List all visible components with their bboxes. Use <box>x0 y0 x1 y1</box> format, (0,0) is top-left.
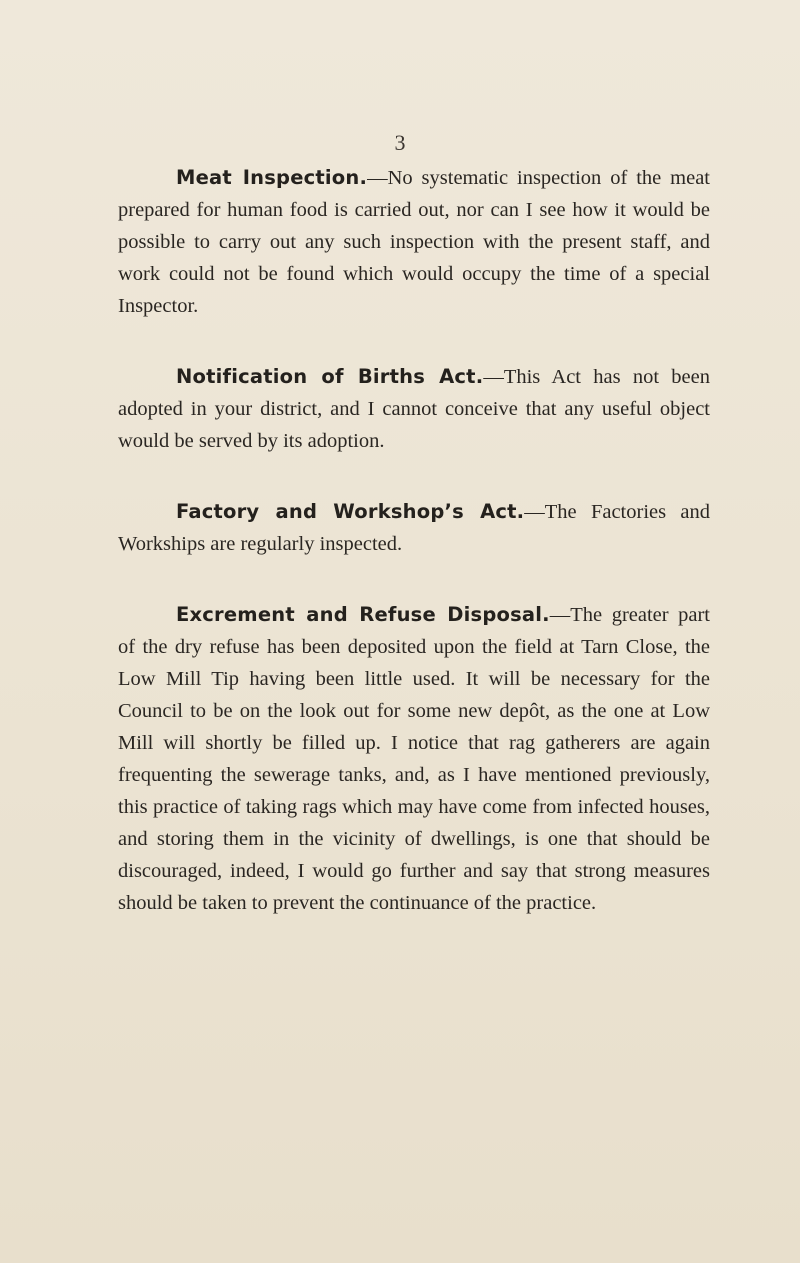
page-number: 3 <box>394 130 406 155</box>
document-body <box>118 162 710 958</box>
section-notification-of-births <box>118 361 710 457</box>
section-body: —This Act has not been adopted in your district, and I cannot conceive that any useful object would be served by its adoption. <box>118 366 710 452</box>
section-excrement-and-refuse <box>118 599 710 919</box>
section-heading: Factory and Workshop’s Act. <box>176 500 525 523</box>
section-body: —The Factories and Workships are regularly inspected. <box>118 501 710 555</box>
section-body: —The greater part of the dry refuse has been deposited upon the field at Tarn Close, the Low Mill Tip having been little used. It will be necessary for the Council to be on the look out for some new depôt, as the one at Low Mill will shortly be filled up. I notice that rag gatherers are again frequenting the sewerage tanks, and, as I have mentioned previously, this practice of taking rags which may have come from infected houses, and storing them in the vicinity of dwellings, is one that should be discouraged, indeed, I would go further and say that strong measures should be taken to prevent the continuance of the practice. <box>118 604 710 914</box>
section-heading: Meat Inspection. <box>176 166 368 189</box>
section-meat-inspection <box>118 162 710 322</box>
section-body: —No systematic inspection of the meat prepared for human food is carried out, nor can I see how it would be possible to carry out any such inspection with the present staff, and work could not be found which would occupy the time of a special Inspector. <box>118 167 710 317</box>
section-heading: Notification of Births Act. <box>176 365 484 388</box>
section-factory-and-workshops <box>118 496 710 560</box>
section-heading: Excrement and Refuse Disposal. <box>176 603 550 626</box>
